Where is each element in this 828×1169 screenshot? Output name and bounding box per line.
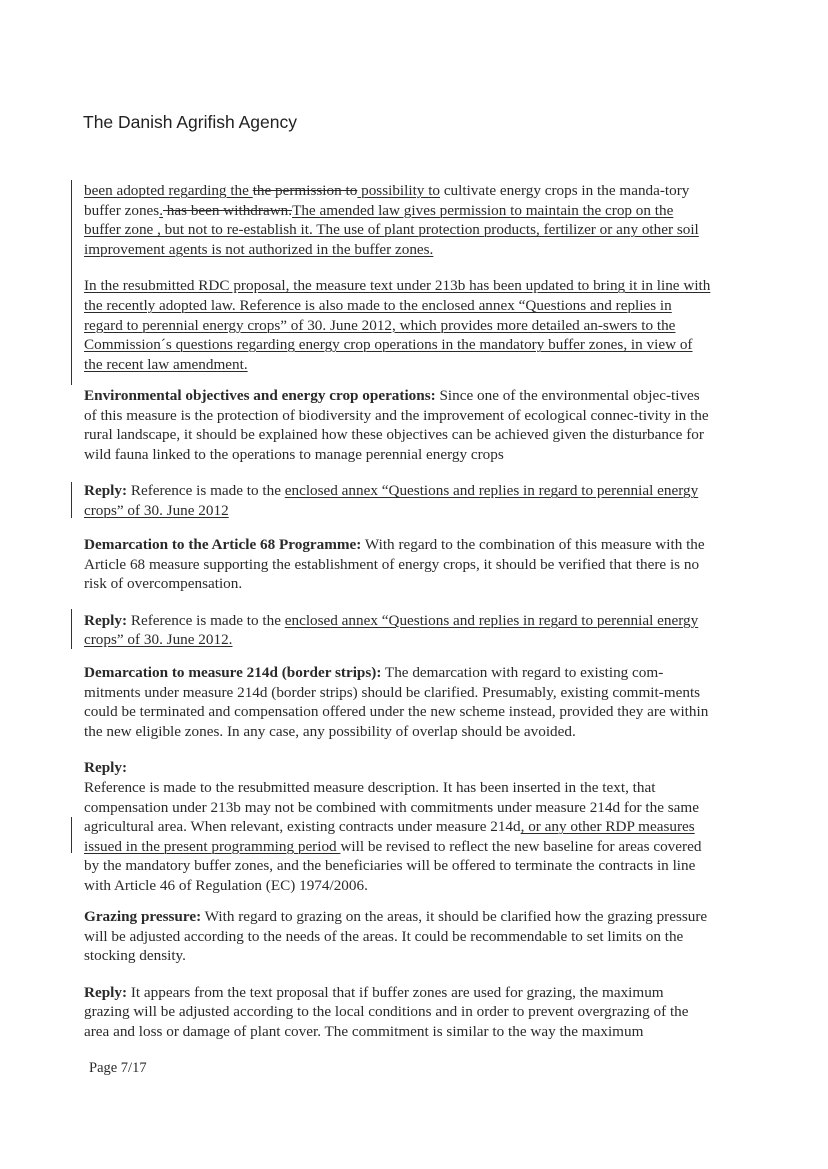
change-bar-2	[71, 482, 72, 518]
section-buffer-zone-law	[84, 181, 712, 374]
change-bar-1	[71, 180, 72, 385]
heading-214d: Demarcation to measure 214d (border strips):	[84, 664, 382, 681]
section-grazing-pressure: Grazing pressure: With regard to grazing on the areas, it should be clarified how the grazing pressure will be adjusted according to the needs of the areas. It could be recommendable to set limits on the stocking density. Reply: It appears from the text proposal that if buffer zones are used for grazing, the maximum grazing will be adjusted according to the local conditions and in order to prevent overgrazing of the area and loss or damage of plant cover. The commitment is similar to the way the maximum	[84, 907, 712, 1042]
section-environmental-objectives: Environmental objectives and energy crop operations: Since one of the environmental objec-tives of this measure is the protection of biodiversity and the improvement of ecological connec-tivity in the rural landscape, it should be explained how these objectives can be achieved given the disturbance for wild fauna linked to the operations to manage perennial energy crops Reply: Reference is made to the enclosed annex “Questions and replies in regard to perennial energy crops” of 30. June 2012	[84, 386, 712, 521]
heading-environmental: Environmental objectives and energy crop operations:	[84, 387, 436, 404]
heading-grazing: Grazing pressure:	[84, 908, 202, 925]
section-article-68: Demarcation to the Article 68 Programme: With regard to the combination of this measure with the Article 68 measure supporting the establishment of energy crops, it should be verified that there is no risk of overcompensation. Reply: Reference is made to the enclosed annex “Questions and replies in regard to perennial energy crops” of 30. June 2012.	[84, 535, 712, 650]
annex-link[interactable]: enclosed annex “Questions and replies in regard to perennial energy crops” of 30. June 2012	[84, 482, 699, 519]
page-number: Page 7/17	[89, 1060, 147, 1076]
reply-grazing: Reply: It appears from the text proposal that if buffer zones are used for grazing, the maximum grazing will be adjusted according to the local conditions and in order to prevent overgrazing of the area and loss or damage of plant cover. The commitment is similar to the way the maximum	[84, 983, 689, 1040]
agency-header: The Danish Agrifish Agency	[83, 112, 298, 132]
paragraph-law-amendment: been adopted regarding the the permission to possibility to cultivate energy crops in the manda-tory buffer zones. has been withdrawn.The amended law gives permission to maintain the crop on the buffer zone , but not to re-establish it. The use of plant protection products, fertilizer or any other soil improvement agents is not authorized in the buffer zones.	[84, 182, 699, 258]
reply-article-68: Reply: Reference is made to the enclosed annex “Questions and replies in regard to perennial energy crops” of 30. June 2012.	[84, 611, 699, 649]
heading-article-68: Demarcation to the Article 68 Programme:	[84, 536, 362, 553]
change-bar-3	[71, 609, 72, 649]
section-measure-214d: Demarcation to measure 214d (border strips): The demarcation with regard to existing com-mitments under measure 214d (border strips) should be clarified. Presumably, existing commit-ments could be terminated and compensation offered under the new scheme instead, provided they are within the new eligible zones. In any case, any possibility of overlap should be avoided. Reply: Reference is made to the resubmitted measure description. It has been inserted in the text, that compensation under 213b may not be combined with commitments under measure 214d for the same agricultural area. When relevant, existing contracts under measure 214d, or any other RDP measures issued in the present programming period will be revised to reflect the new baseline for areas covered by the mandatory buffer zones, and the beneficiaries will be offered to terminate the contracts in line with Article 46 of Regulation (EC) 1974/2006.	[84, 663, 712, 896]
reply-label-214d: Reply:	[84, 759, 128, 777]
change-bar-4	[71, 817, 72, 853]
annex-link[interactable]: enclosed annex “Questions and replies in regard to perennial energy crops” of 30. June 2012.	[84, 611, 699, 649]
reply-214d: Reference is made to the resubmitted measure description. It has been inserted in the text, that compensation under 213b may not be combined with commitments under measure 214d for the same agricultural area. When relevant, existing contracts under measure 214d, or any other RDP measures issued in the present programming period will be revised to reflect the new baseline for areas covered by the mandatory buffer zones, and the beneficiaries will be offered to terminate the contracts in line with Article 46 of Regulation (EC) 1974/2006.	[84, 778, 702, 894]
reply-environmental: Reply: Reference is made to the enclosed annex “Questions and replies in regard to perennial energy crops” of 30. June 2012	[84, 482, 699, 519]
paragraph-rdc-proposal: In the resubmitted RDC proposal, the measure text under 213b has been updated to bring it in line with the recently adopted law. Reference is also made to the enclosed annex “Questions and replies in regard to perennial energy crops” of 30. June 2012, which provides more detailed an-swers to the Commission´s questions regarding energy crop operations in the mandatory buffer zones, in view of the recent law amendment.	[84, 277, 711, 373]
